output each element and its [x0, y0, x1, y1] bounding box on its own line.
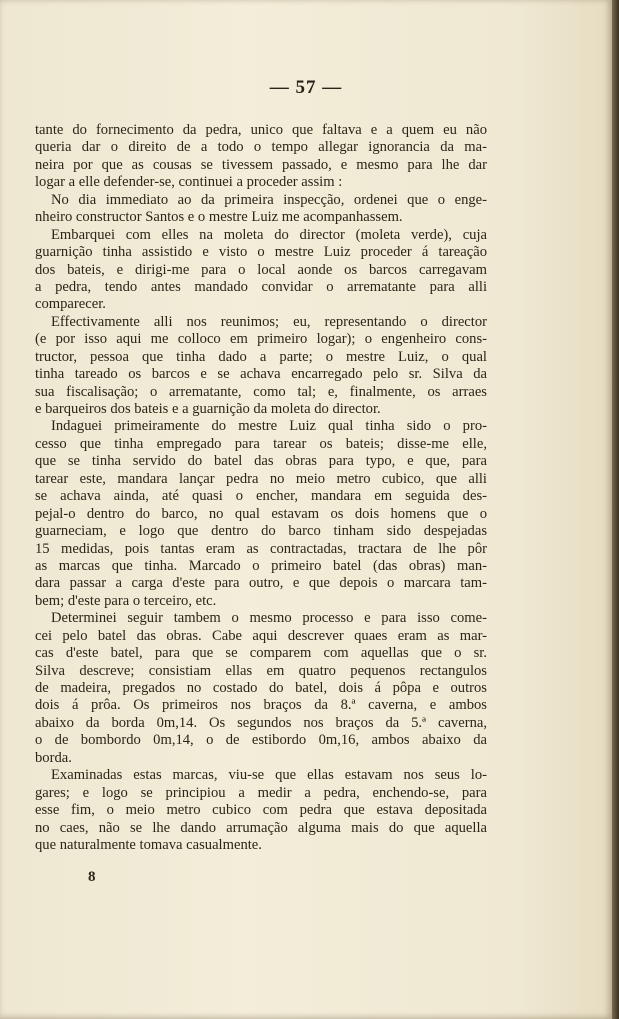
text-line: gares; e logo se principiou a medir a pedra, enchendo-se, para	[35, 784, 487, 801]
text-line: dois á prôa. Os primeiros nos braços da 8.ª caverna, e ambos	[35, 697, 487, 714]
text-line: nheiro constructor Santos e o mestre Luiz me acompanhassem.	[35, 209, 403, 226]
text-line: Silva descreve; consistiam ellas em quatro pequenos rectangulos	[35, 662, 487, 679]
text-line: Indaguei primeiramente do mestre Luiz qual tinha sido o pro-	[51, 418, 487, 435]
text-line: borda.	[35, 749, 72, 766]
text-line: (e por isso aqui me colloco em primeiro logar); o engenheiro cons-	[35, 331, 487, 348]
signature-mark: 8	[88, 869, 96, 885]
text-line: e barqueiros dos bateis e a guarnição da moleta do director.	[35, 401, 381, 417]
text-line: esse fim, o meio metro cubico com pedra que estava depositada	[35, 802, 487, 819]
text-line: guarneciam, e logo que dentro do barco tinham sido despejadas	[35, 523, 487, 540]
text-line: queria dar o direito de a todo o tempo allegar ignorancia da ma-	[35, 139, 487, 156]
text-line: o de bombordo 0m,14, o de estibordo 0m,16, ambos abaixo da	[35, 732, 487, 749]
text-line: cesso que tinha empregado para tarear os bateis; disse-me elle,	[35, 435, 487, 452]
text-line: tante do fornecimento da pedra, unico que faltava e a quem eu não	[35, 122, 487, 138]
text-line: sua fiscalisação; o arrematante, como tal; e, finalmente, os arraes	[35, 383, 487, 400]
text-line: as marcas que tinha. Marcado o primeiro batel (das obras) man-	[35, 557, 487, 574]
text-line: 15 medidas, pois tantas eram as contractadas, tractara de lhe pôr	[35, 540, 487, 557]
text-line: guarnição tinha assistido e visto o mestre Luiz proceder á tareação	[35, 244, 487, 261]
text-line: cei pelo batel das obras. Cabe aqui descrever quaes eram as mar-	[35, 627, 487, 644]
body-text	[35, 122, 487, 854]
text-line: Effectivamente alli nos reunimos; eu, representando o director	[51, 313, 487, 330]
text-line: se achava ainda, até quasi o encher, mandara em seguida des-	[35, 488, 487, 505]
text-line: cas d'este batel, para que se comparem com aquellas que o sr.	[35, 645, 487, 662]
page-number-header: — 57 —	[269, 77, 343, 98]
text-line: tructor, pessoa que tinha dado a parte; o mestre Luiz, o qual	[35, 348, 487, 365]
text-line: pejal-o dentro do barco, no qual estavam os dois homens que o	[35, 505, 487, 522]
text-line: abaixo da borda 0m,14. Os segundos nos braços da 5.ª caverna,	[35, 714, 487, 731]
text-line: no caes, não se lhe dando arrumação alguma mais do que aquella	[35, 819, 487, 836]
text-line: tinha tareado os barcos e se achava encarregado pelo sr. Silva da	[35, 366, 487, 383]
text-line: dara passar a carga d'este para outro, e que depois o marcara tam-	[35, 575, 487, 592]
text-line: logar a elle defender-se, continuei a proceder assim :	[35, 174, 343, 191]
text-line: tarear este, mandara lançar pedra no meio metro cubico, que alli	[35, 470, 487, 487]
text-line: comparecer.	[35, 296, 106, 313]
text-line: que se tinha servido do batel das obras para typo, e que, para	[35, 453, 487, 470]
text-line: No dia immediato ao da primeira inspecção, ordenei que o enge-	[51, 191, 487, 208]
text-line: Determinei seguir tambem o mesmo processo e para isso come-	[51, 610, 487, 627]
text-line: Examinadas estas marcas, viu-se que ellas estavam nos seus lo-	[51, 767, 487, 784]
text-line: a pedra, tendo antes mandado convidar o arrematante para alli	[35, 278, 487, 295]
text-line: Embarquei com elles na moleta do director (moleta verde), cuja	[51, 226, 487, 243]
text-line: bem; d'este para o terceiro, etc.	[35, 592, 217, 609]
text-line: de madeira, pregados no costado do batel, dois á pôpa e outros	[35, 680, 487, 696]
text-line: que naturalmente tomava casualmente.	[35, 836, 262, 853]
text-line: neira por que as cousas se tivessem passado, e mesmo para lhe dar	[35, 156, 487, 173]
page-edge-shadow	[612, 0, 619, 1019]
text-line: dos bateis, e dirigi-me para o local aonde os barcos carregavam	[35, 261, 487, 278]
